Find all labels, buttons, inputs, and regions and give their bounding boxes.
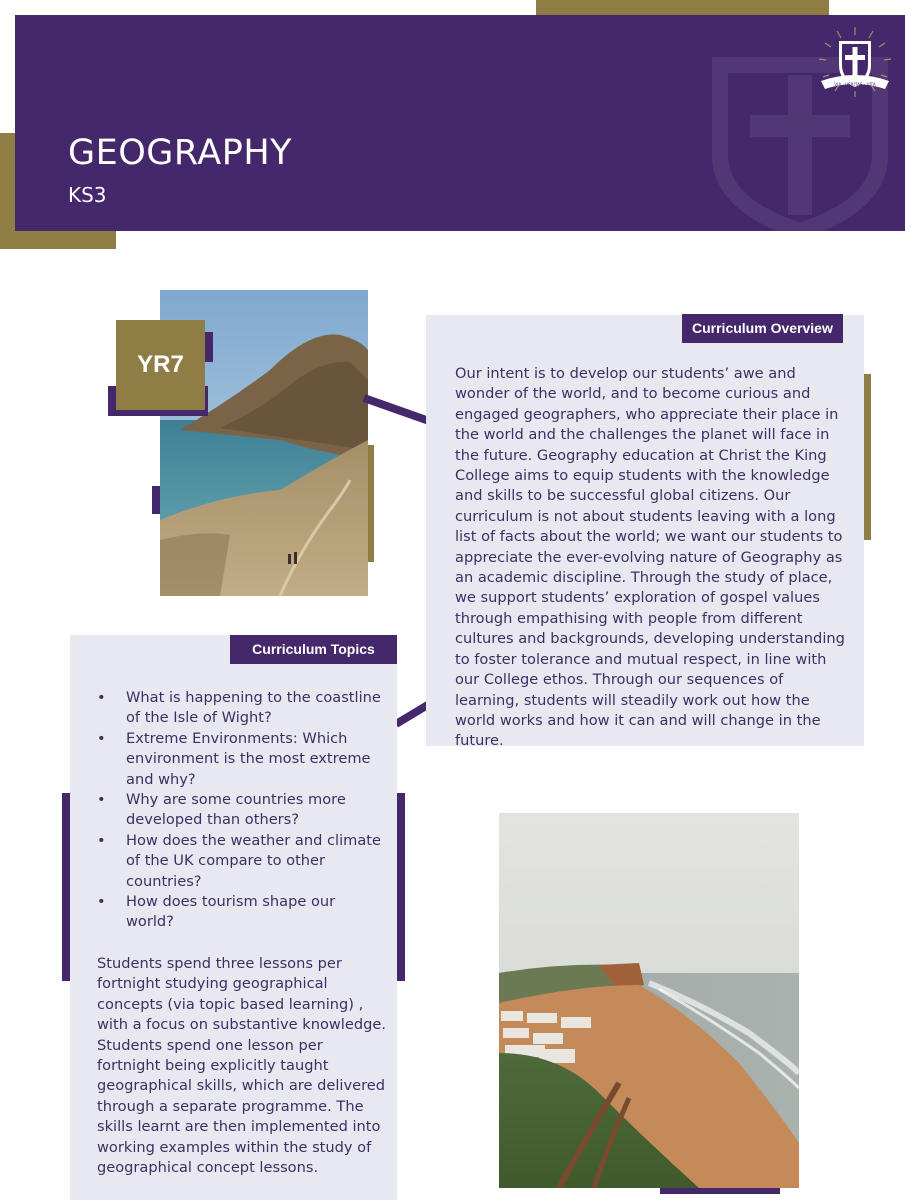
header-gold-bar-top: [536, 0, 829, 16]
curriculum-overview-text: Our intent is to develop our students’ awe and wonder of the world, and to become curious and engaged geographers, who appreciate their place in the world and the challenges the planet will face in the future. Geography education at Christ the King College aims to equip students with the knowledge and skills to be successful global citizens. Our curriculum is not about students leaving with a long list of facts about the world; we want our students to appreciate the ever-evolving nature of Geography as an academic discipline. Through the study of place, we support students’ exploration of gospel values through empathising with people from different cultures and backgrounds, developing understanding to foster tolerance and mutual respect, in line with our College ethos. Through our sequences of learning, students will steadily work out how the world works and how it can and will change in the future.: [455, 365, 845, 750]
curriculum-topics-label: Curriculum Topics: [230, 635, 397, 664]
overview-accent-bar: [864, 374, 871, 540]
page-subtitle: KS3: [68, 183, 107, 207]
page-title: GEOGRAPHY: [68, 133, 293, 173]
crest-motto: VIA · VERITAS · VITA: [834, 82, 876, 87]
list-item: • Extreme Environments: Which environment is the most extreme and why?: [97, 729, 387, 790]
topics-accent-bar-left: [62, 793, 70, 981]
curriculum-topics-list: [97, 688, 387, 933]
curriculum-overview-label: Curriculum Overview: [682, 314, 843, 343]
list-item: • Why are some countries more developed than others?: [97, 790, 387, 831]
year-badge-label: YR7: [137, 351, 184, 378]
photo-accent-bar: [368, 445, 374, 562]
list-item: • What is happening to the coastline of the Isle of Wight?: [97, 688, 387, 729]
list-item: • How does the weather and climate of the UK compare to other countries?: [97, 831, 387, 892]
photo-accent-bar: [152, 486, 160, 514]
topics-paragraph: Students spend three lessons per fortnight studying geographical concepts (via topic based learning) , with a focus on substantive knowledge. Students spend one lesson per fortnight being explicitly taught geographical skills, which are delivered through a separate programme. The skills learnt are then implemented into working examples within the study of geographical concept lessons.: [97, 955, 386, 1177]
photo-accent-bar: [660, 1188, 780, 1194]
topics-accent-bar-right: [397, 793, 405, 981]
list-item: • How does tourism shape our world?: [97, 892, 387, 933]
year-badge: [116, 320, 205, 410]
beach-caravans-photo: [499, 813, 799, 1188]
school-crest-logo: [815, 25, 895, 105]
